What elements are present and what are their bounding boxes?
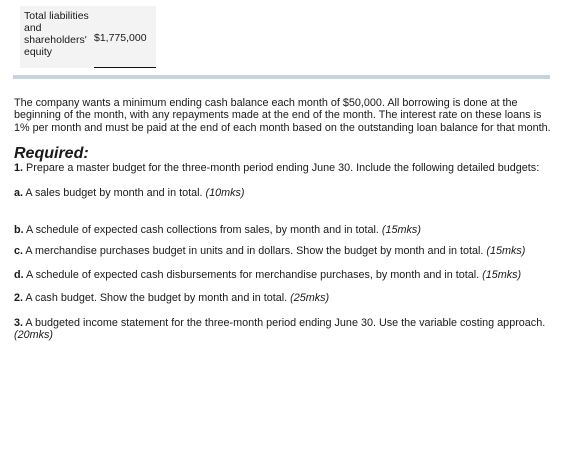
balance-value: $1,775,000 — [94, 32, 147, 44]
requirement-item — [14, 269, 554, 281]
item-number: b. — [14, 224, 24, 237]
item-number: c. — [14, 245, 24, 258]
requirement-item — [14, 292, 554, 304]
item-text: Prepare a master budget for the three-month period ending June 30. Include the following detailed budgets: — [26, 162, 540, 175]
item-marks: (15mks) — [482, 268, 522, 281]
item-marks: (20mks) — [14, 329, 53, 342]
requirement-item — [14, 245, 554, 257]
item-text: A schedule of expected cash disbursements for merchandise purchases, by month and in total. — [26, 268, 480, 281]
item-marks: (15mks) — [381, 224, 421, 237]
item-text: A schedule of expected cash collections from sales, by month and in total. — [26, 224, 379, 237]
total-underline — [94, 67, 156, 68]
item-number: 1. — [14, 162, 24, 175]
balance-label: Total liabilities and shareholders' equity — [24, 10, 89, 58]
item-marks: (15mks) — [486, 245, 526, 258]
item-marks: (10mks) — [205, 186, 245, 199]
question-content — [14, 97, 554, 341]
item-number: a. — [14, 186, 24, 199]
required-heading: Required: — [14, 145, 89, 163]
requirement-item — [14, 162, 554, 174]
balance-sheet-row — [20, 6, 156, 68]
item-number: 3. — [14, 316, 24, 329]
item-marks: (25mks) — [290, 292, 330, 305]
section-divider — [13, 75, 550, 79]
requirement-item — [14, 317, 554, 342]
item-number: d. — [14, 268, 24, 281]
requirement-item — [14, 224, 554, 236]
intro-paragraph: The company wants a minimum ending cash balance each month of $50,000. All borrowing is done at the beginning of the month, with any repayments made at the end of the month. The interest rate on these loans is 1% per month and must be paid at the end of each month based on the outstanding loan balance for that month. — [14, 97, 551, 134]
item-text: A merchandise purchases budget in units and in dollars. Show the budget by month and in total. — [25, 245, 484, 258]
item-text: A cash budget. Show the budget by month and in total. — [25, 292, 288, 305]
item-number: 2. — [14, 292, 24, 305]
item-text: A sales budget by month and in total. — [25, 186, 203, 199]
requirement-item — [14, 187, 554, 199]
item-text: A budgeted income statement for the three-month period ending June 30. Use the variable costing approach. — [25, 316, 546, 329]
